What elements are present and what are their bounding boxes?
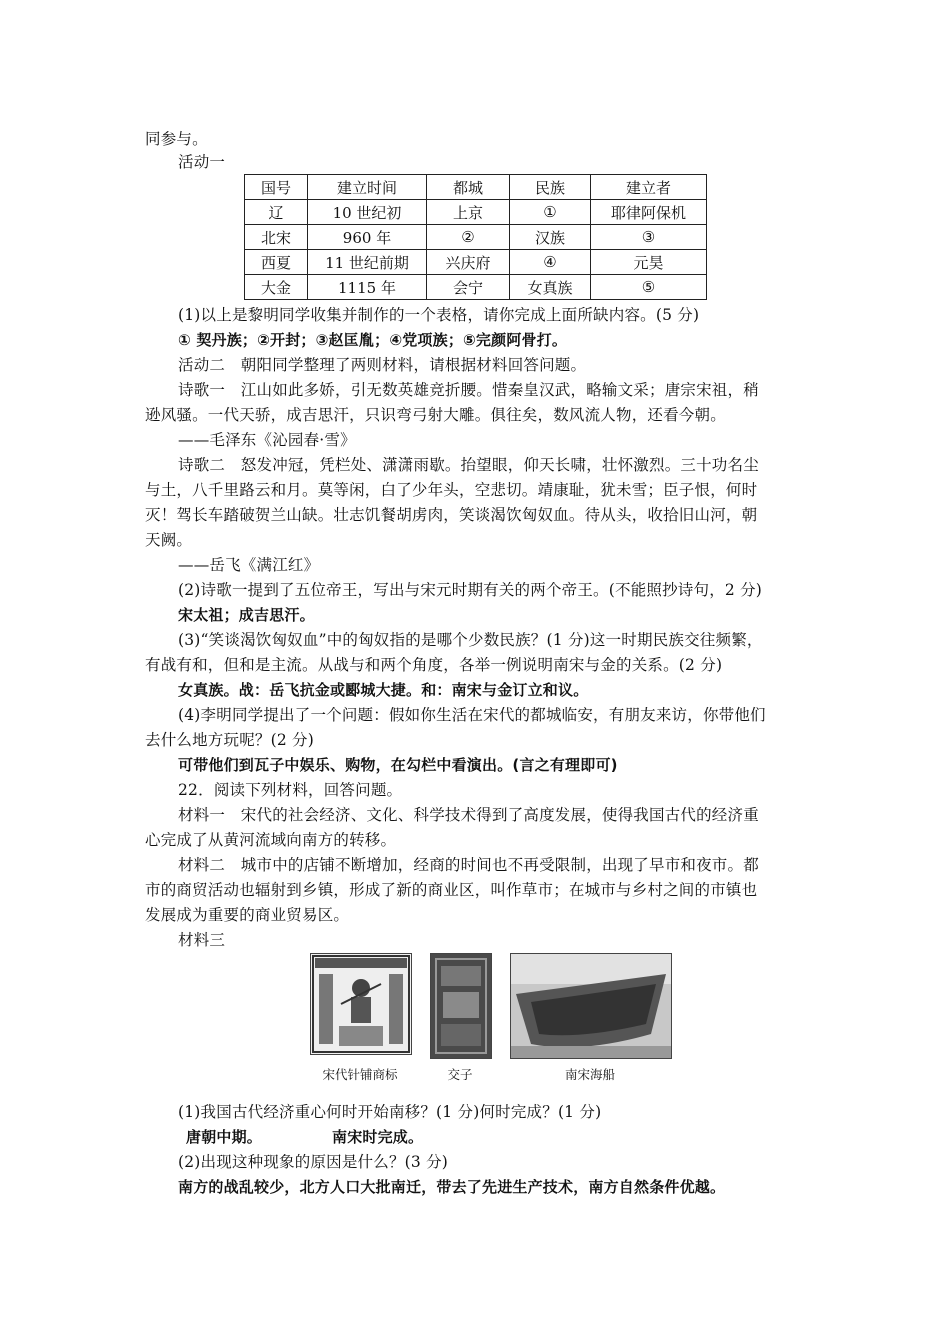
material-3-heading: 材料三	[178, 931, 226, 949]
poem-text: 诗歌一 江山如此多娇，引无数英雄竞折腰。惜秦皇汉武，略输文采；唐宗宋祖，稍	[178, 381, 759, 399]
question-text: 有战有和，但和是主流。从战与和两个角度，各举一例说明南宋与金的关系。(2 分)	[145, 656, 723, 674]
question-text: (1)我国古代经济重心何时开始南移？(1 分)何时完成？(1 分)	[178, 1103, 602, 1121]
question-number: 22．阅读下列材料，回答问题。	[178, 781, 403, 799]
question-text: (2)诗歌一提到了五位帝王，写出与宋元时期有关的两个帝王。(不能照抄诗句，2 分)	[178, 581, 763, 599]
poem-source: ——岳飞《满江红》	[178, 556, 320, 574]
answer-text: 女真族。战：岳飞抗金或郾城大捷。和：南宋与金订立和议。	[178, 681, 589, 699]
table-cell: ①	[510, 200, 591, 225]
poem-text: 灭！驾长车踏破贺兰山缺。壮志饥餐胡虏肉，笑谈渴饮匈奴血。待从头，收拾旧山河，朝	[145, 506, 758, 524]
material-text: 心完成了从黄河流域向南方的转移。	[145, 831, 397, 849]
question-text: (3)“笑谈渴饮匈奴血”中的匈奴指的是哪个少数民族？(1 分)这一时期民族交往频繁，	[178, 631, 763, 649]
text-line: 同参与。	[145, 130, 208, 148]
table-cell: 汉族	[510, 225, 591, 250]
table-cell: 1115 年	[308, 275, 427, 300]
table-header-row	[245, 175, 707, 200]
question-text: (1)以上是黎明同学收集并制作的一个表格，请你完成上面所缺内容。(5 分)	[178, 306, 700, 324]
table-header-cell: 建立者	[591, 175, 707, 200]
question-text: (4)李明同学提出了一个问题：假如你生活在宋代的都城临安，有朋友来访，你带他们	[178, 706, 766, 724]
material-text: 材料一 宋代的社会经济、文化、科学技术得到了高度发展，使得我国古代的经济重	[178, 806, 759, 824]
poem-text: 诗歌二 怒发冲冠，凭栏处、潇潇雨歇。抬望眼，仰天长啸，壮怀激烈。三十功名尘	[178, 456, 759, 474]
poem-text: 天阙。	[145, 531, 193, 549]
answer-text: ① 契丹族；②开封；③赵匡胤；④党项族；⑤完颜阿骨打。	[178, 331, 568, 349]
table-cell: 10 世纪初	[308, 200, 427, 225]
table-cell: 兴庆府	[427, 250, 510, 275]
table-cell: ④	[510, 250, 591, 275]
material-text: 市的商贸活动也辐射到乡镇，形成了新的商业区，叫作草市；在城市与乡村之间的市镇也	[145, 881, 758, 899]
material-text: 材料二 城市中的店铺不断增加，经商的时间也不再受限制，出现了早市和夜市。都	[178, 856, 759, 874]
table-header-cell: 建立时间	[308, 175, 427, 200]
dynasty-table	[244, 174, 707, 300]
question-text: 去什么地方玩呢？(2 分)	[145, 731, 314, 749]
table-cell: ⑤	[591, 275, 707, 300]
image-caption: 交子	[447, 1067, 473, 1082]
answer-text: 南宋时完成。	[332, 1128, 424, 1146]
table-row	[245, 225, 707, 250]
answer-text: 南方的战乱较少，北方人口大批南迁，带去了先进生产技术，南方自然条件优越。	[178, 1178, 726, 1196]
table-row	[245, 200, 707, 225]
table-cell: 辽	[245, 200, 308, 225]
table-row	[245, 275, 707, 300]
image-caption: 南宋海船	[564, 1067, 615, 1082]
material-3-images	[310, 953, 680, 1088]
table-cell: 大金	[245, 275, 308, 300]
poem-text: 逊风骚。一代天骄，成吉思汗，只识弯弓射大雕。俱往矣，数风流人物，还看今朝。	[145, 406, 726, 424]
table-cell: 上京	[427, 200, 510, 225]
table-cell: 会宁	[427, 275, 510, 300]
southern-song-ship-image	[510, 953, 672, 1059]
answer-text: 可带他们到瓦子中娱乐、购物，在勾栏中看演出。(言之有理即可)	[178, 756, 618, 774]
activity-1-heading: 活动一	[178, 153, 226, 171]
answer-text: 唐朝中期。	[186, 1128, 263, 1146]
table-cell: 960 年	[308, 225, 427, 250]
table-cell: 耶律阿保机	[591, 200, 707, 225]
table-cell: 女真族	[510, 275, 591, 300]
table-header-cell: 国号	[245, 175, 308, 200]
table-cell: 北宋	[245, 225, 308, 250]
needle-shop-trademark-image	[310, 953, 412, 1055]
table-cell: ②	[427, 225, 510, 250]
table-header-cell: 民族	[510, 175, 591, 200]
poem-source: ——毛泽东《沁园春·雪》	[178, 431, 356, 449]
table-cell: 元昊	[591, 250, 707, 275]
table-row	[245, 250, 707, 275]
table-cell: 西夏	[245, 250, 308, 275]
table-cell: 11 世纪前期	[308, 250, 427, 275]
answer-text: 宋太祖；成吉思汗。	[178, 606, 315, 624]
poem-text: 与土，八千里路云和月。莫等闲，白了少年头，空悲切。靖康耻，犹未雪；臣子恨，何时	[145, 481, 758, 499]
activity-2-heading: 活动二 朝阳同学整理了两则材料，请根据材料回答问题。	[178, 356, 587, 374]
jiaozi-banknote-image	[430, 953, 492, 1059]
question-text: (2)出现这种现象的原因是什么？(3 分)	[178, 1153, 449, 1171]
image-caption: 宋代针铺商标	[322, 1067, 398, 1082]
material-text: 发展成为重要的商业贸易区。	[145, 906, 350, 924]
table-header-cell: 都城	[427, 175, 510, 200]
table-cell: ③	[591, 225, 707, 250]
